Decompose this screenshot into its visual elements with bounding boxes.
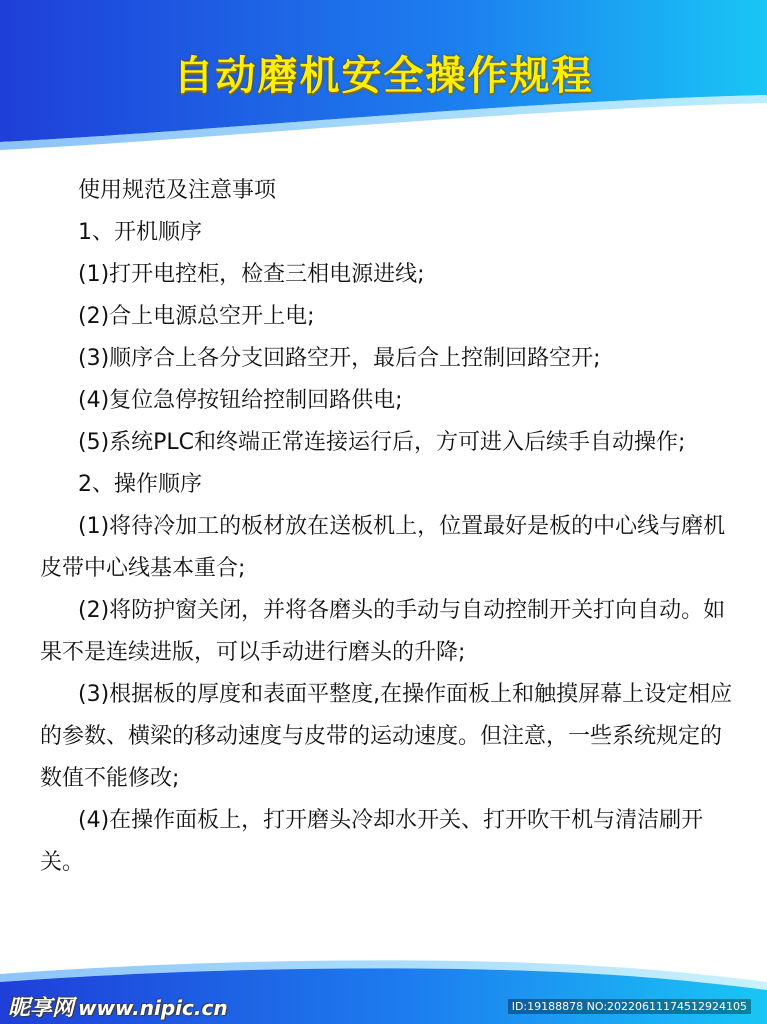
image-id-label: ID:19188878 NO:20220611174512924105 bbox=[508, 999, 751, 1014]
list-item: (4)在操作面板上，打开磨头冷却水开关、打开吹干机与清洁刷开关。 bbox=[40, 808, 704, 875]
page-title: 自动磨机安全操作规程 bbox=[173, 53, 594, 99]
list-item: (1)将待冷加工的板材放在送板机上，位置最好是板的中心线与磨机皮带中心线基本重合; bbox=[40, 514, 726, 581]
list-item: (5)系统PLC和终端正常连接运行后，方可进入后续手自动操作; bbox=[78, 430, 686, 455]
watermark-logo bbox=[8, 991, 228, 1022]
list-item: (2)将防护窗关闭，并将各磨头的手动与自动控制开关打向自动。如果不是连续进版，可以手动进行磨头的升降; bbox=[40, 598, 726, 665]
section-title: 2、操作顺序 bbox=[78, 472, 202, 497]
section-title: 1、开机顺序 bbox=[78, 220, 202, 245]
list-item: (3)根据板的厚度和表面平整度,在操作面板上和触摸屏幕上设定相应的参数、横梁的移动速度与皮带的运动速度。但注意，一些系统规定的数值不能修改; bbox=[40, 682, 733, 791]
document-body bbox=[40, 170, 740, 884]
list-item: (3)顺序合上各分支回路空开，最后合上控制回路空开; bbox=[78, 346, 601, 371]
watermark-url: www.nipic.cn bbox=[78, 996, 228, 1020]
list-item: (4)复位急停按钮给控制回路供电; bbox=[78, 388, 403, 413]
list-item: (2)合上电源总空开上电; bbox=[78, 304, 315, 329]
content-heading: 使用规范及注意事项 bbox=[78, 178, 277, 203]
list-item: (1)打开电控柜，检查三相电源进线; bbox=[78, 262, 425, 287]
watermark-logo-text: 昵享网 bbox=[8, 996, 75, 1021]
